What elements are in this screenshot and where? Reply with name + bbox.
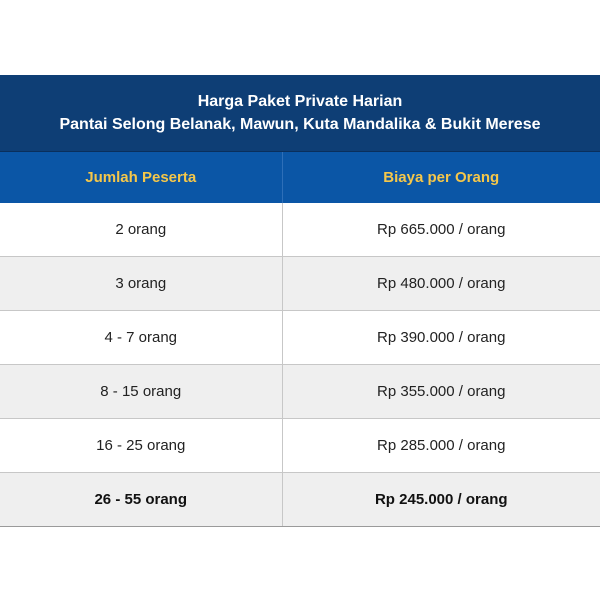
participants-cell: 4 - 7 orang: [0, 311, 282, 365]
column-header-participants: Jumlah Peserta: [0, 152, 282, 203]
participants-cell: 2 orang: [0, 203, 282, 257]
table-header-row: [0, 152, 600, 203]
price-cell: Rp 285.000 / orang: [282, 419, 600, 473]
price-cell: Rp 390.000 / orang: [282, 311, 600, 365]
table-title: [0, 75, 600, 152]
price-card: [0, 75, 600, 527]
participants-cell: 26 - 55 orang: [0, 473, 282, 527]
price-table: [0, 152, 600, 527]
price-cell: Rp 665.000 / orang: [282, 203, 600, 257]
participants-cell: 3 orang: [0, 257, 282, 311]
title-line-beaches: Pantai Selong Belanak, Mawun, Kuta Mandalika & Bukit Merese: [59, 116, 541, 133]
table-row: [0, 203, 600, 257]
participants-cell: 16 - 25 orang: [0, 419, 282, 473]
table-row: [0, 419, 600, 473]
table-row: [0, 311, 600, 365]
price-cell: Rp 355.000 / orang: [282, 365, 600, 419]
price-cell: Rp 480.000 / orang: [282, 257, 600, 311]
price-cell: Rp 245.000 / orang: [282, 473, 600, 527]
participants-cell: 8 - 15 orang: [0, 365, 282, 419]
table-row: [0, 365, 600, 419]
title-line-package: Harga Paket Private Harian: [197, 93, 403, 110]
table-row-highlighted: [0, 473, 600, 527]
table-row: [0, 257, 600, 311]
column-header-price: Biaya per Orang: [282, 152, 600, 203]
